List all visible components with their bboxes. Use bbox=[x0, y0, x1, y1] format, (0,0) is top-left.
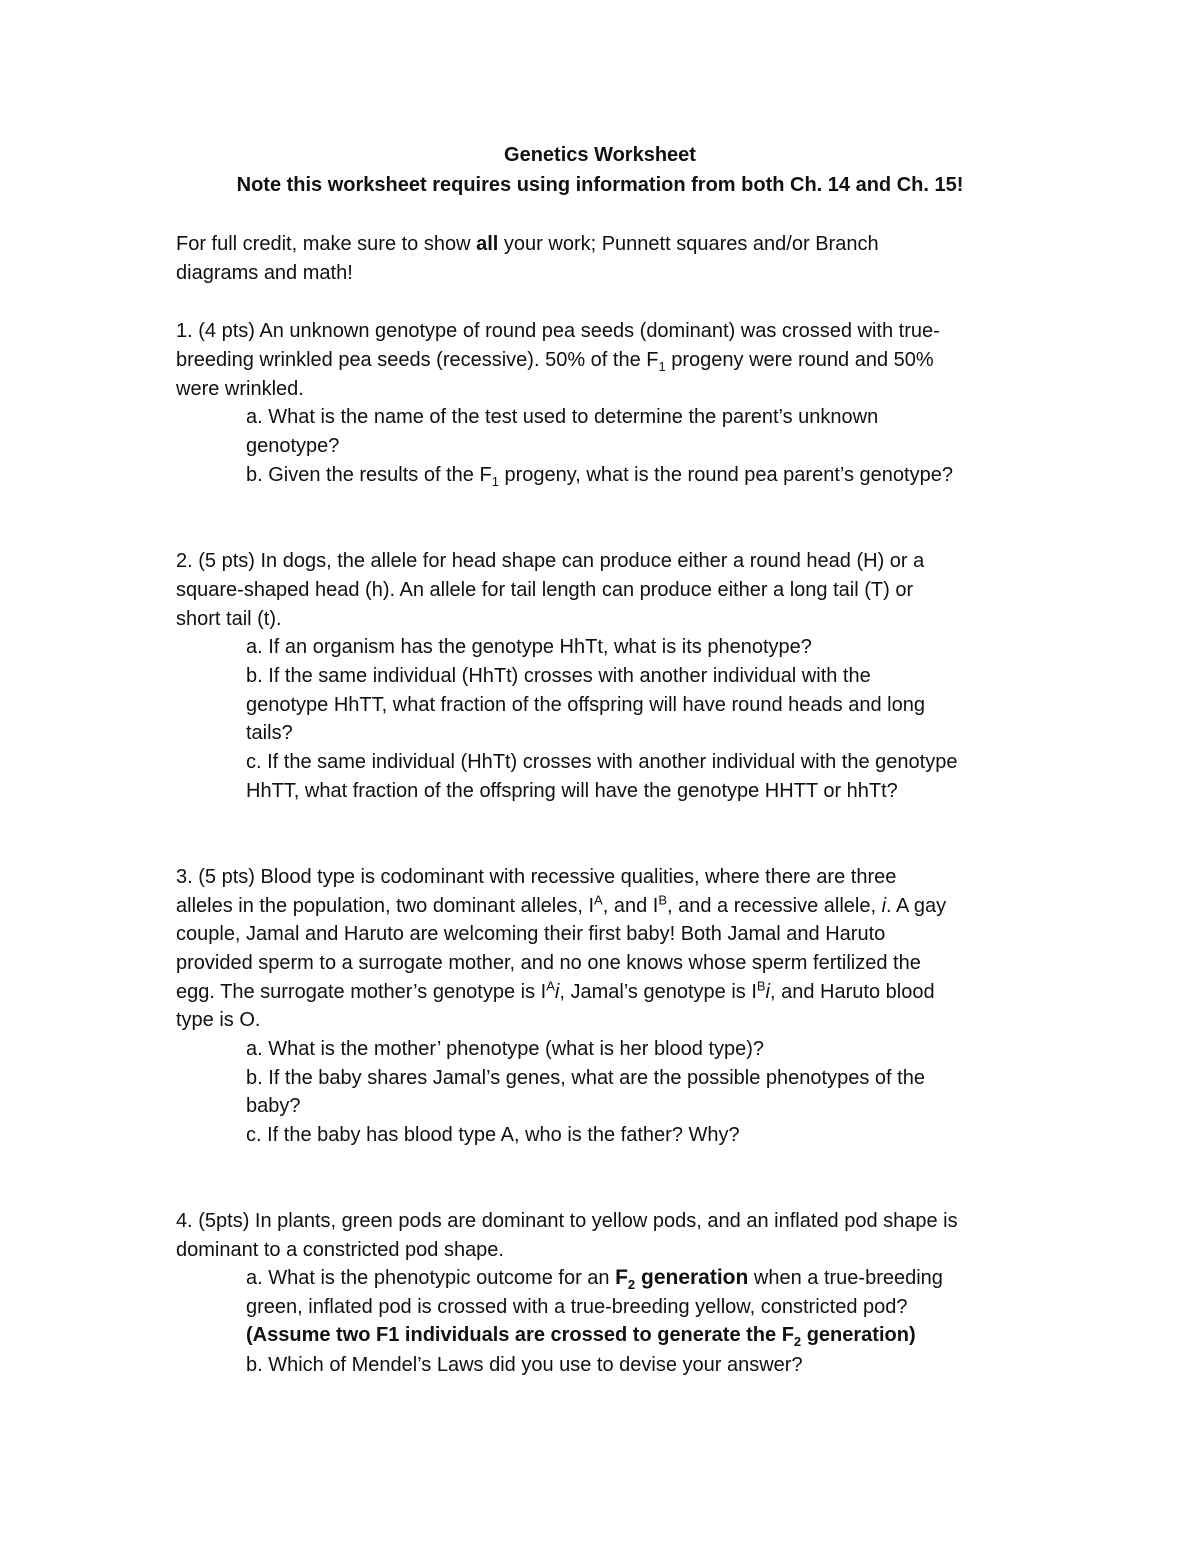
q3-part-a: a. What is the mother’ phenotype (what is her blood type)? bbox=[246, 1038, 765, 1060]
q1-line-1: 1. (4 pts) An unknown genotype of round pea seeds (dominant) was crossed with true- bbox=[176, 320, 940, 342]
q2-line-2: square-shaped head (h). An allele for tail length can produce either a long tail (T) or bbox=[176, 579, 914, 601]
q2-part-c-line-2: HhTT, what fraction of the offspring will have the genotype HHTT or hhTt? bbox=[246, 780, 898, 802]
q4-part-a-line-3: (Assume two F1 individuals are crossed to generate the $F_2$ generation) bbox=[246, 1324, 916, 1349]
intro-line-2: diagrams and math! bbox=[176, 262, 353, 284]
q3-line-3: couple, Jamal and Haruto are welcoming their first baby! Both Jamal and Haruto bbox=[176, 923, 886, 945]
q1-part-a-line-1: a. What is the name of the test used to determine the parent’s unknown bbox=[246, 406, 879, 428]
q3-line-5: egg. The surrogate mother’s genotype is $I^Ai$, Jamal’s genotype is $I^Bi$, and Haruto blood bbox=[176, 978, 935, 1003]
q3-line-1: 3. (5 pts) Blood type is codominant with recessive qualities, where there are three bbox=[176, 866, 897, 888]
q3-line-2: alleles in the population, two dominant alleles, $I^A$, and $I^B$, and a recessive allele, i. A gay bbox=[176, 892, 947, 917]
q3-part-c: c. If the baby has blood type A, who is the father? Why? bbox=[246, 1124, 740, 1146]
q3-line-6: type is O. bbox=[176, 1009, 261, 1031]
page-title: Genetics Worksheet bbox=[504, 144, 696, 166]
q2-part-b-line-1: b. If the same individual (HhTt) crosses with another individual with the bbox=[246, 665, 871, 687]
worksheet-note: Note this worksheet requires using information from both Ch. 14 and Ch. 15! bbox=[236, 174, 964, 196]
q4-line-2: dominant to a constricted pod shape. bbox=[176, 1239, 504, 1261]
q4-part-a-line-2: green, inflated pod is crossed with a true-breeding yellow, constricted pod? bbox=[246, 1296, 908, 1318]
q1-line-2: breeding wrinkled pea seeds (recessive). 50% of the $F_1$ progeny were round and 50% bbox=[176, 349, 934, 374]
q4-part-a-line-1: a. What is the phenotypic outcome for an $F_2$ generation when a true-breeding bbox=[246, 1266, 943, 1292]
q4-part-b: b. Which of Mendel’s Laws did you use to devise your answer? bbox=[246, 1354, 803, 1376]
q2-line-1: 2. (5 pts) In dogs, the allele for head shape can produce either a round head (H) or a bbox=[176, 550, 925, 572]
q3-part-b-line-1: b. If the baby shares Jamal’s genes, what are the possible phenotypes of the bbox=[246, 1067, 925, 1089]
q2-line-3: short tail (t). bbox=[176, 608, 282, 630]
q2-part-b-line-3: tails? bbox=[246, 722, 293, 744]
q1-part-a-line-2: genotype? bbox=[246, 435, 340, 457]
intro-line-1: For full credit, make sure to show all your work; Punnett squares and/or Branch bbox=[176, 233, 879, 255]
q2-part-a: a. If an organism has the genotype HhTt, what is its phenotype? bbox=[246, 636, 812, 658]
q1-part-b: b. Given the results of the $F_1$ progeny, what is the round pea parent’s genotype? bbox=[246, 464, 953, 489]
q3-part-b-line-2: baby? bbox=[246, 1095, 301, 1117]
q3-line-4: provided sperm to a surrogate mother, and no one knows whose sperm fertilized the bbox=[176, 952, 921, 974]
q2-part-b-line-2: genotype HhTT, what fraction of the offspring will have round heads and long bbox=[246, 694, 925, 716]
q2-part-c-line-1: c. If the same individual (HhTt) crosses with another individual with the genotype bbox=[246, 751, 958, 773]
q4-line-1: 4. (5pts) In plants, green pods are dominant to yellow pods, and an inflated pod shape is bbox=[176, 1210, 958, 1232]
q1-line-3: were wrinkled. bbox=[176, 378, 304, 400]
